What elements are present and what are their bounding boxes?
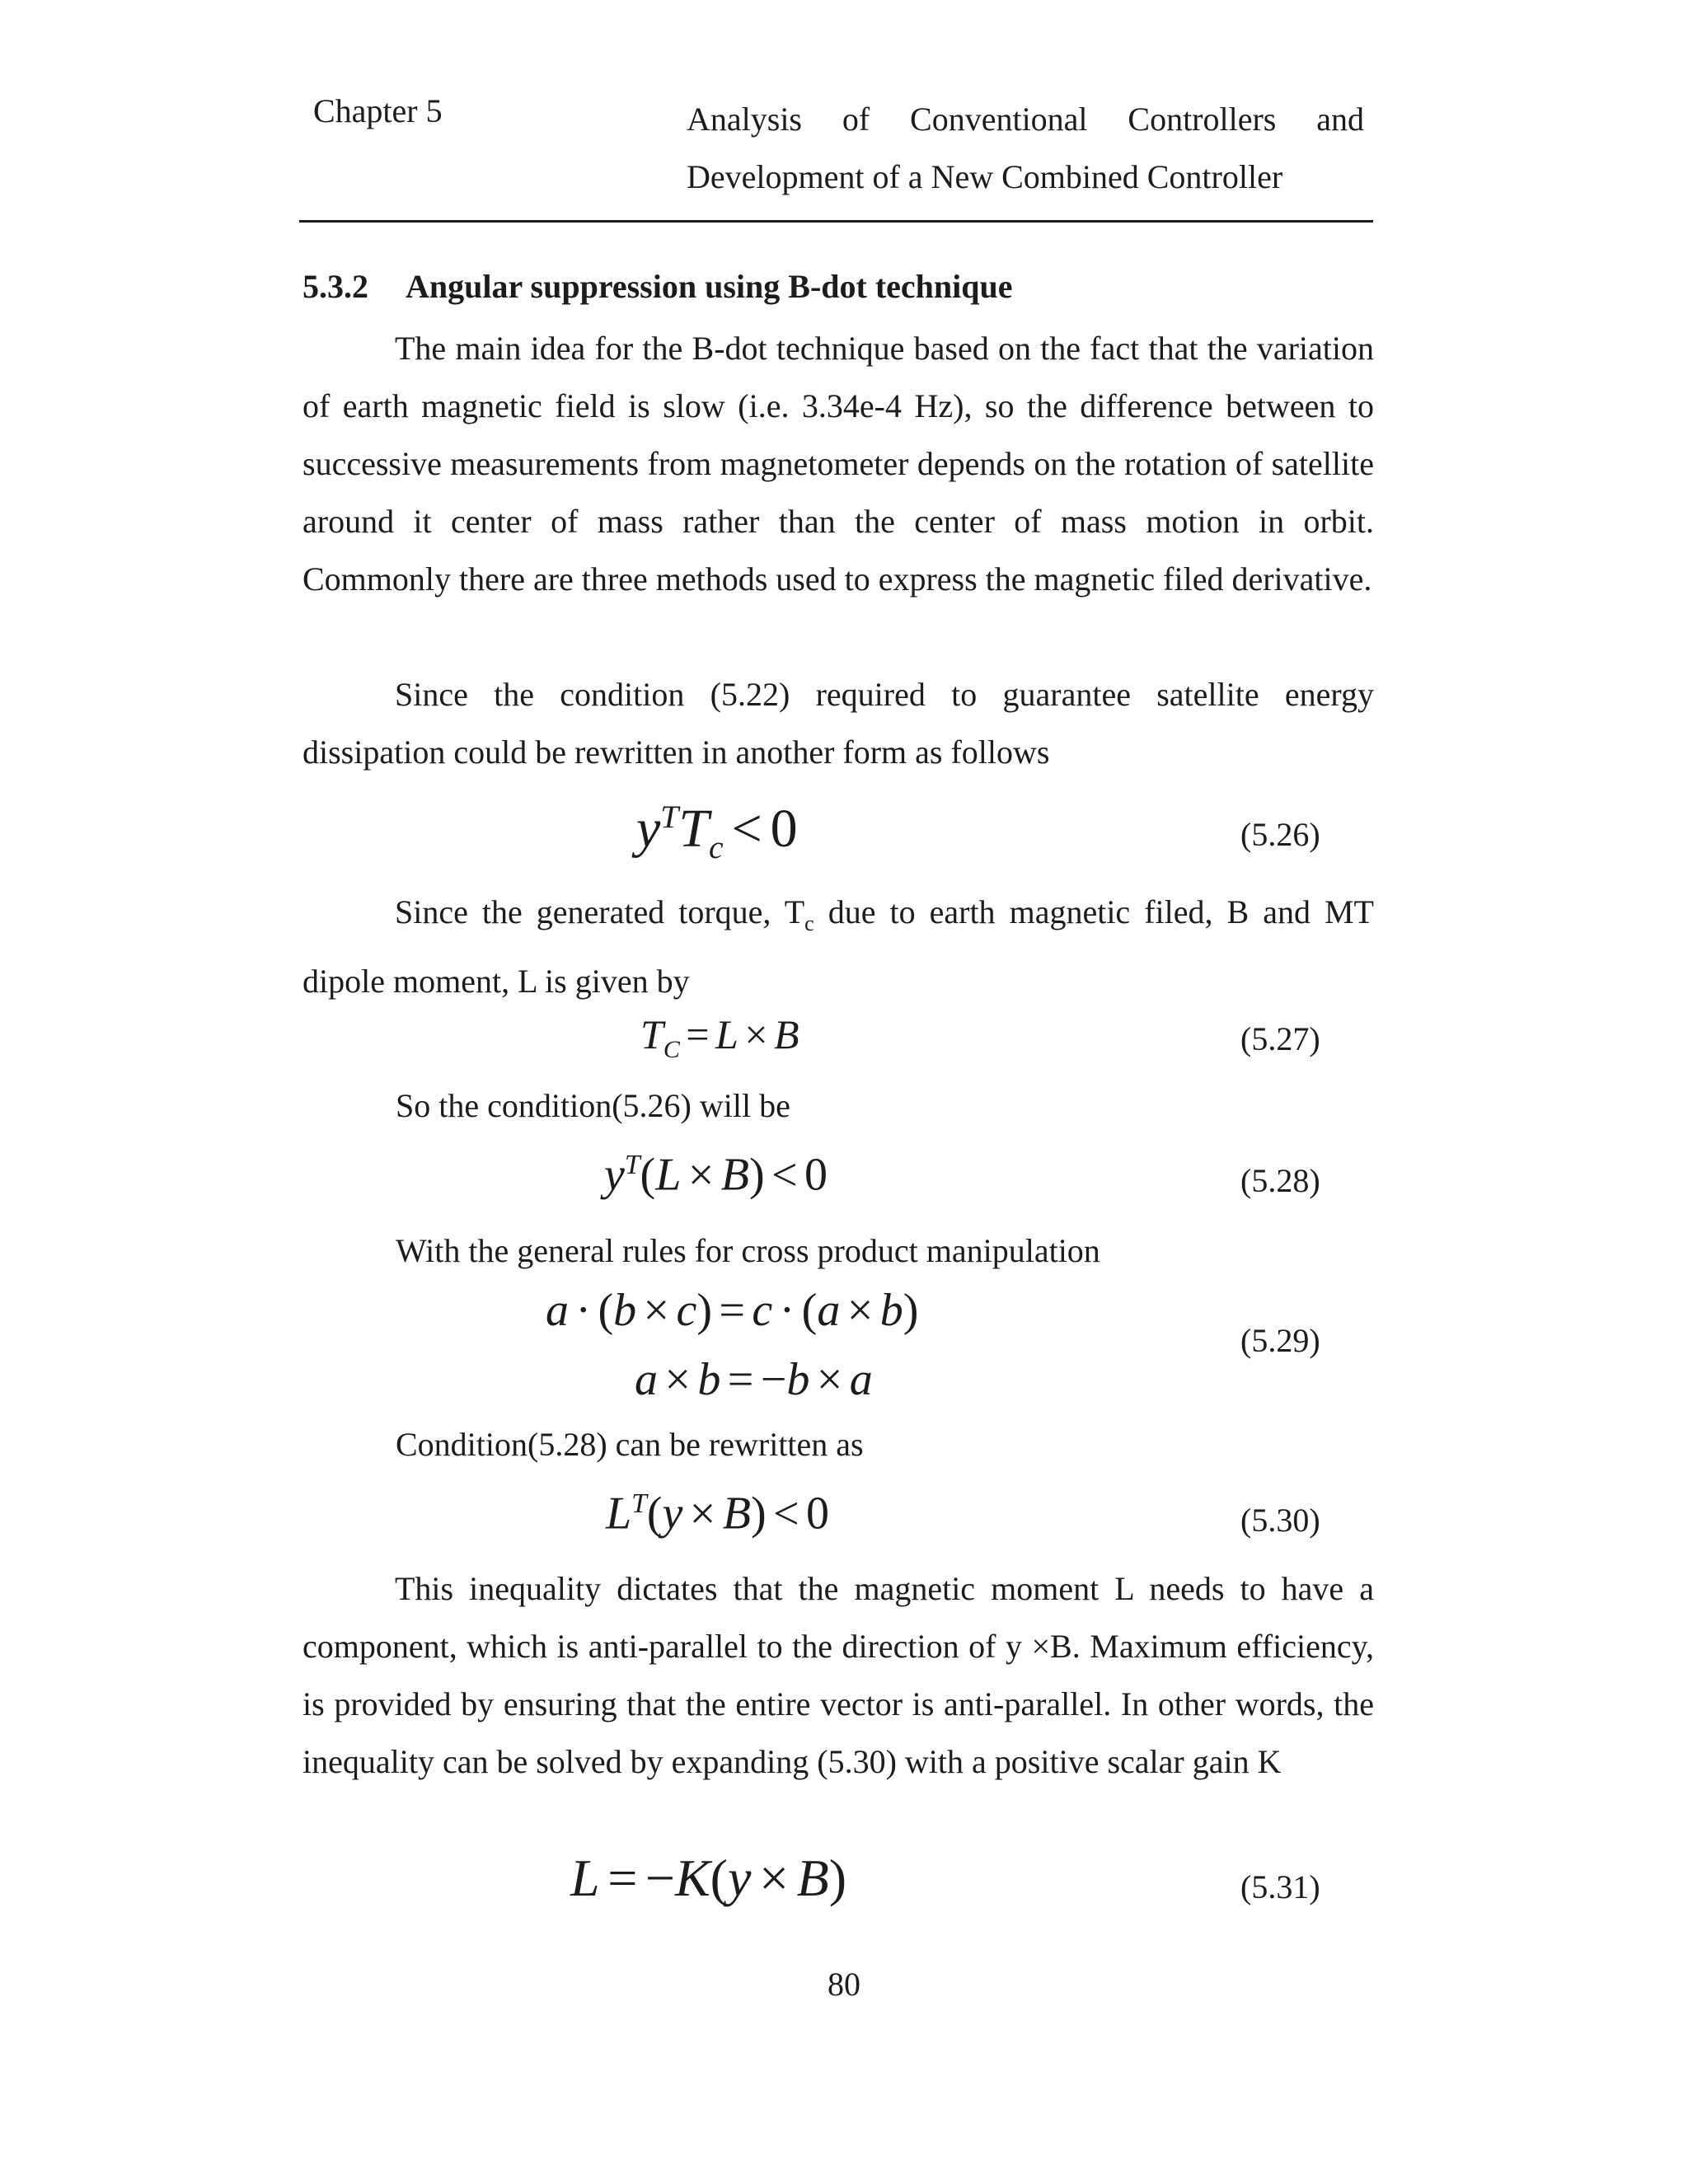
equation-number: (5.30) xyxy=(1240,1502,1320,1539)
equation-5-27: $T_C = L \times B$ xyxy=(640,1011,799,1063)
paragraph-text: The main idea for the B-dot technique based on the fact that the variation of earth magnetic field is slow (i.e. 3.34e-4 Hz), so the difference between to successive measurements from magnetometer depends on the rotation of satellite around it center of mass rather than the center of mass motion in orbit. Commonly there are three methods used to express the magnetic filed derivative. xyxy=(302,330,1374,598)
equation-number: (5.27) xyxy=(1240,1020,1320,1057)
header-title xyxy=(687,91,1364,206)
paragraph-text: This inequality dictates that the magnetic moment L needs to have a component, which is anti-parallel to the direction of y ×B. Maximum efficiency, is provided by ensuring that the entire vector is anti-parallel. In other words, the inequality can be solved by expanding (5.30) with a positive scalar gain K xyxy=(302,1570,1374,1780)
paragraph-1 xyxy=(302,320,1374,608)
section-title: Angular suppression using B-dot technique xyxy=(406,268,1013,305)
equation-number: (5.26) xyxy=(1240,816,1320,853)
header-word: of xyxy=(842,101,870,138)
section-heading xyxy=(302,266,1013,307)
paragraph-4: So the condition(5.26) will be xyxy=(396,1087,790,1124)
equation-number: (5.29) xyxy=(1240,1322,1320,1359)
equation-5-26: $y^TT_c < 0$ xyxy=(636,799,798,866)
header-word: Analysis xyxy=(687,101,802,138)
section-number: 5.3.2 xyxy=(302,268,368,305)
equation-5-30: $L^T(y \times B) < 0$ xyxy=(606,1488,829,1540)
equation-5-31: L = −K(y × B) xyxy=(570,1849,847,1907)
equation-5-29-line2: a × b = −b × a xyxy=(635,1354,873,1405)
paragraph-3: Since the generated torque, $T_c$ due to earth magnetic filed, B and MT dipole moment, L is given by xyxy=(302,893,1374,1000)
header-title-line1 xyxy=(687,91,1364,148)
header-word: and xyxy=(1316,101,1364,138)
equation-5-29-line1: a · (b × c) = c · (a × b) xyxy=(546,1285,919,1336)
paragraph-6: Condition(5.28) can be rewritten as xyxy=(396,1426,864,1463)
paragraph-2 xyxy=(302,666,1374,781)
header-rule xyxy=(299,220,1373,223)
equation-number: (5.28) xyxy=(1240,1162,1320,1199)
header-word: Conventional xyxy=(910,101,1088,138)
header-chapter: Chapter 5 xyxy=(313,92,443,129)
header-title-line2: Development of a New Combined Controller xyxy=(687,158,1283,195)
header-word: Controllers xyxy=(1128,101,1277,138)
paragraph-text: Since the condition (5.22) required to guarantee satellite energy dissipation could be rewritten in another form as follows xyxy=(302,676,1374,771)
equation-number: (5.31) xyxy=(1240,1868,1320,1905)
paragraph-5: With the general rules for cross product manipulation xyxy=(396,1232,1100,1269)
paragraph-7 xyxy=(302,1560,1374,1791)
page-number: 80 xyxy=(828,1966,860,2003)
equation-5-28: $y^T(L \times B) < 0$ xyxy=(604,1149,828,1201)
